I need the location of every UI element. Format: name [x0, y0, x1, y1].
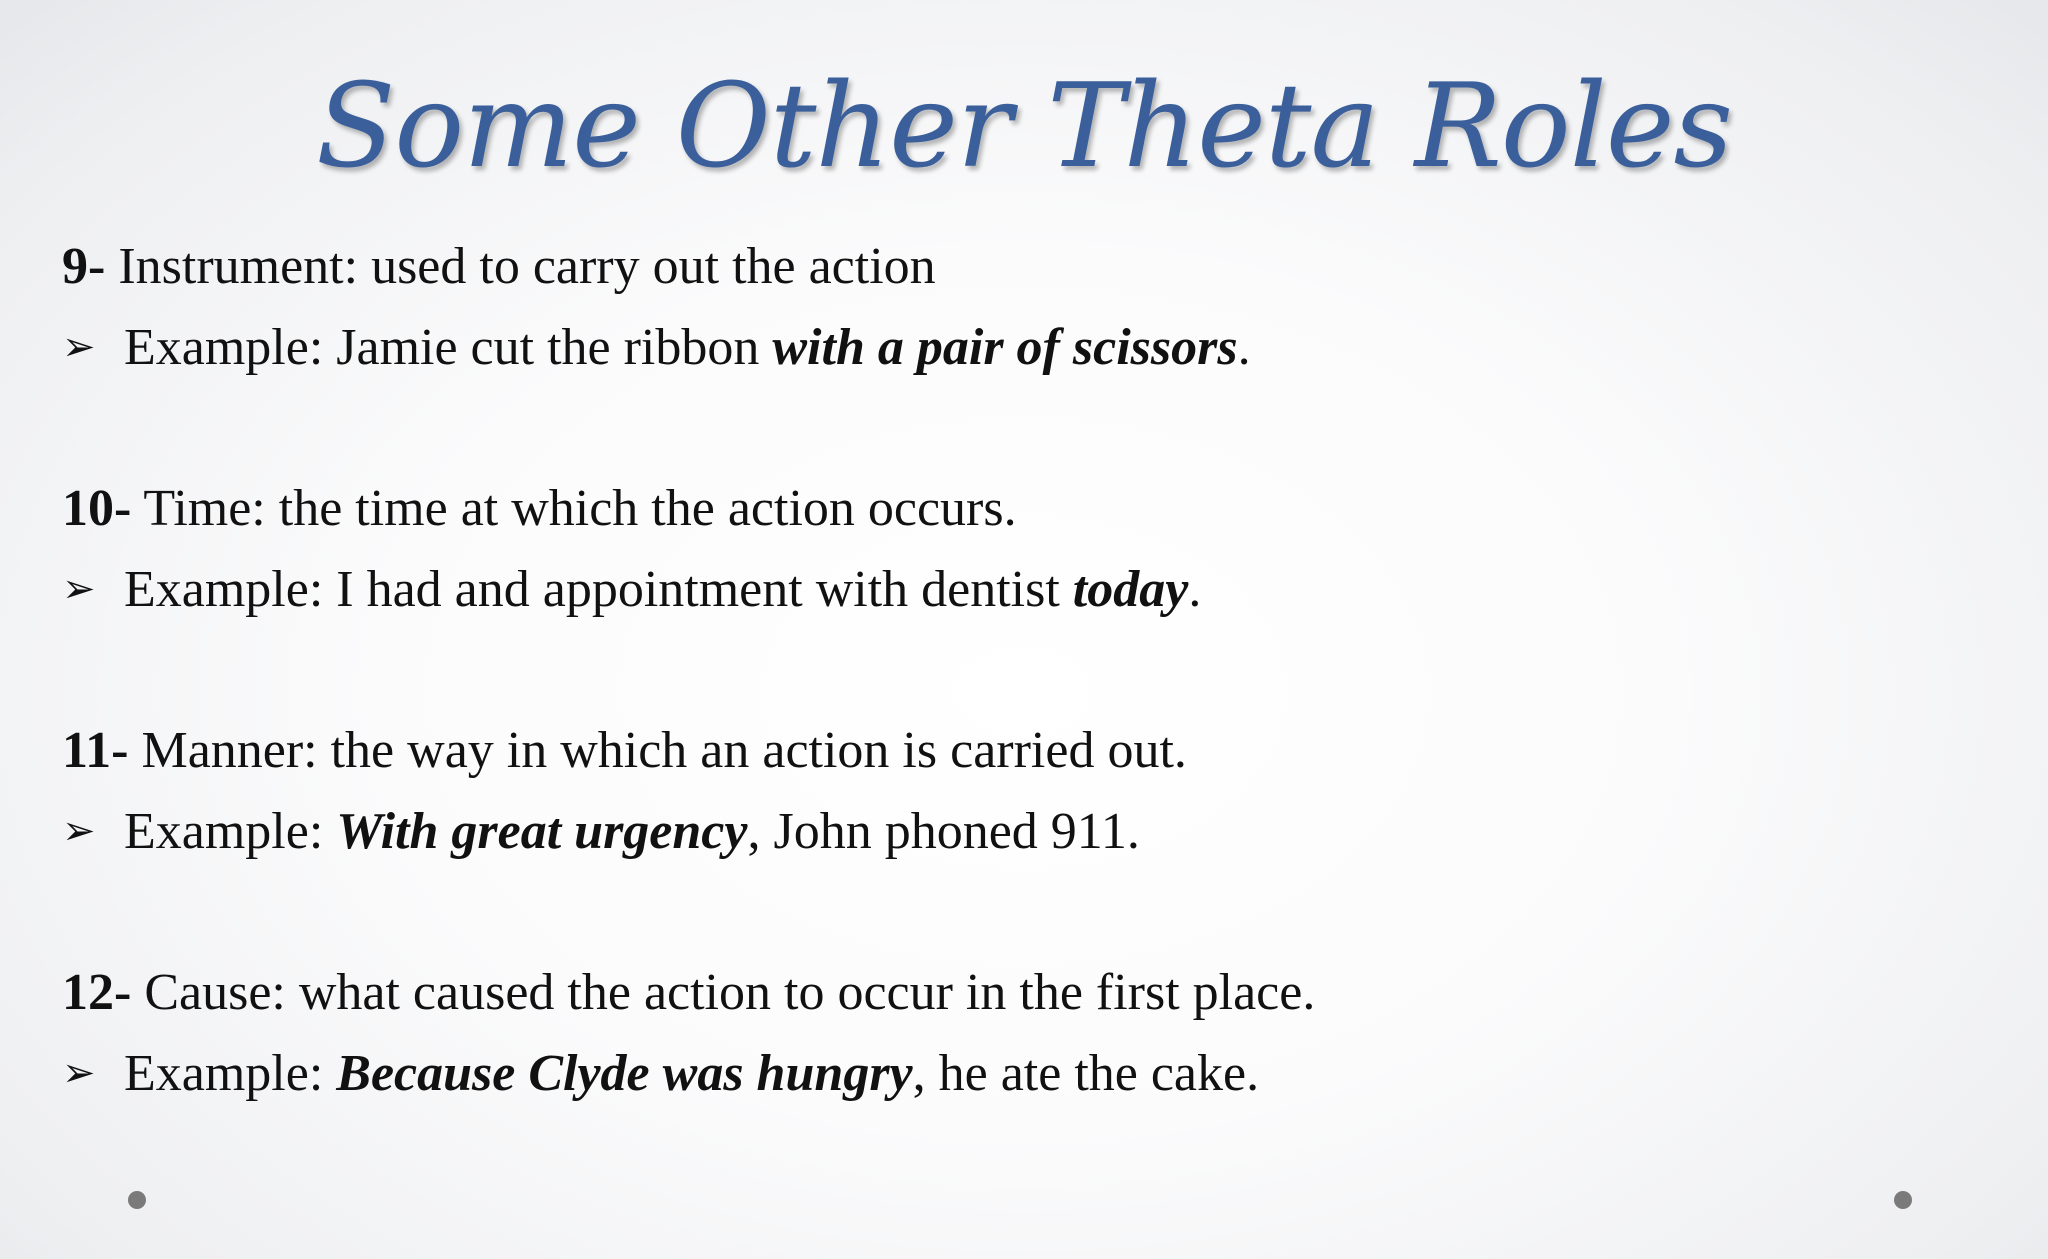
- example-suffix: .: [1188, 561, 1202, 618]
- role-instrument: [62, 226, 1962, 468]
- example-emphasis: Because Clyde was hungry: [336, 1045, 913, 1102]
- role-cause: [62, 952, 1962, 1194]
- role-number: 10-: [62, 480, 132, 537]
- arrow-bullet-icon: ➢: [62, 324, 96, 370]
- arrow-bullet-icon: ➢: [62, 1050, 96, 1096]
- role-definition-text: Manner: the way in which an action is carried out.: [128, 722, 1187, 779]
- role-example: [62, 307, 1962, 388]
- role-number: 9-: [62, 238, 106, 295]
- role-definition: [62, 952, 1962, 1033]
- example-prefix: Example:: [124, 1045, 337, 1102]
- example-emphasis: With great urgency: [336, 803, 748, 860]
- example-emphasis: today: [1072, 561, 1189, 618]
- role-example: [62, 791, 1962, 872]
- decorative-dot-right: [1894, 1191, 1912, 1209]
- example-suffix: , John phoned 911.: [747, 803, 1140, 860]
- example-prefix: Example: Jamie cut the ribbon: [124, 319, 773, 376]
- example-prefix: Example:: [124, 803, 337, 860]
- role-time: [62, 468, 1962, 710]
- example-suffix: , he ate the cake.: [912, 1045, 1260, 1102]
- role-manner: [62, 710, 1962, 952]
- role-definition: [62, 468, 1962, 549]
- role-example: [62, 1033, 1962, 1114]
- slide-body: [62, 226, 1962, 1194]
- role-definition-text: Cause: what caused the action to occur in the first place.: [131, 964, 1316, 1021]
- example-emphasis: with a pair of scissors: [772, 319, 1238, 376]
- arrow-bullet-icon: ➢: [62, 566, 96, 612]
- example-suffix: .: [1237, 319, 1251, 376]
- arrow-bullet-icon: ➢: [62, 808, 96, 854]
- role-number: 12-: [62, 964, 132, 1021]
- decorative-dot-left: [128, 1191, 146, 1209]
- role-definition-text: Time: the time at which the action occurs.: [131, 480, 1017, 537]
- role-number: 11-: [62, 722, 129, 779]
- role-definition: [62, 226, 1962, 307]
- slide-title: Some Other Theta Roles: [315, 59, 1733, 194]
- example-prefix: Example: I had and appointment with dentist: [124, 561, 1073, 618]
- role-definition: [62, 710, 1962, 791]
- role-example: [62, 549, 1962, 630]
- role-definition-text: Instrument: used to carry out the action: [105, 238, 936, 295]
